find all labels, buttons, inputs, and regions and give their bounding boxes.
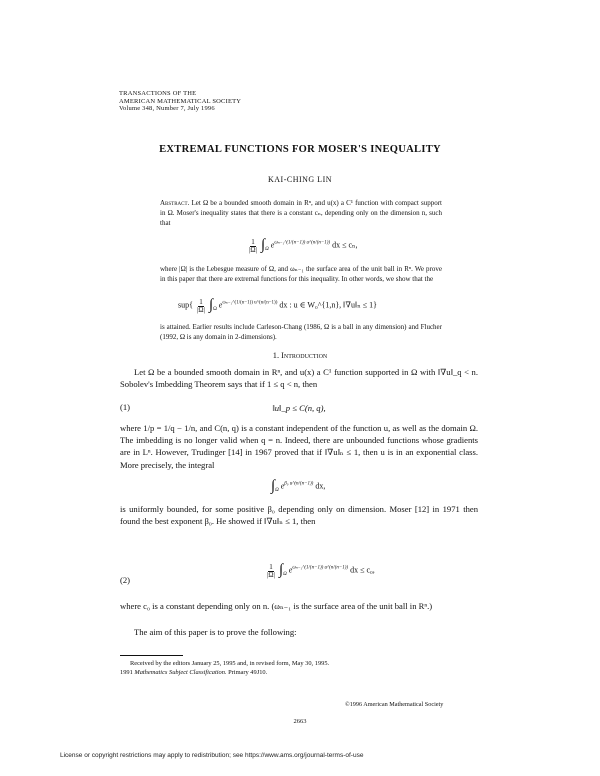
abstract-label: Abstract. (160, 199, 190, 207)
journal-header (119, 90, 241, 113)
abstract-eq2-tail: dx : u ∈ W₀^{1,n}, ‖∇u‖ₙ ≤ 1} (279, 300, 377, 310)
footnote-msc (120, 669, 480, 678)
msc-label: Mathematics Subject Classification. (134, 669, 227, 676)
author-name: KAI-CHING LIN (267, 175, 333, 184)
msc-year: 1991 (120, 669, 133, 676)
journal-name-line1: TRANSACTIONS OF THE (119, 90, 197, 97)
journal-name-line2: AMERICAN MATHEMATICAL SOCIETY (119, 97, 242, 105)
abstract-text-3: is attained. Earlier results include Carleson-Chang (1986, Ω is a ball in any dimension) and Flucher (1992, Ω is any domain in 2-dimensions). (160, 323, 442, 342)
body-paragraph-4: where c₀ is a constant depending only on n. (ωₙ₋₁ is the surface area of the unit ball in Rⁿ.) (120, 601, 433, 611)
abstract-equation-1: 1 |Ω| $\int_\Omega$ $e^{\omega_{n-1}\^{}(1/(n-1)) u\^{}(n/(n-1))}$ dx ≤ cₙ, (249, 237, 358, 254)
section-title: Introduction (281, 351, 328, 360)
body-paragraph-2: where 1/p = 1/q − 1/n, and C(n, q) is a constant independent of the function u, as well as the domain Ω. The imbedding is no longer valid when q = n. Indeed, there are unbounded functions whose gradients are in Lⁿ. However, Trudinger [14] in 1967 proved that if ‖∇u‖ₙ ≤ 1, then u is in an exponential class. More precisely, the integral (120, 423, 478, 470)
abstract-eq1-tail: dx ≤ cₙ, (332, 240, 358, 250)
equation-1: ‖u‖_p ≤ C(n, q), (272, 403, 326, 413)
trudinger-integral: $\int_\Omega$ $e^{\beta_0 u\^{}(n/(n-1))}$ dx, (271, 478, 326, 494)
msc-value: Primary 49J10. (228, 669, 268, 676)
body-paragraph-1: Let Ω be a bounded smooth domain in Rⁿ, and u(x) a C¹ function supported in Ω with ‖∇u‖_q < n. Sobolev's Imbedding Theorem says that if 1 ≤ q < n, then (120, 367, 478, 390)
abstract-equation-2: sup{ 1 |Ω| $\int_\Omega$ $e^{\omega_{n-1}\^{}(1/(n-1)) u\^{}(n/(n-1))}$ dx : u ∈ W₀^{1,n}, ‖∇u‖ₙ ≤ 1} (178, 297, 377, 314)
trudinger-integral-tail: dx, (315, 481, 326, 491)
abstract-eq2-head: sup{ (178, 300, 193, 310)
footnote-received: Received by the editors January 25, 1995 and, in revised form, May 30, 1995. (130, 660, 330, 667)
equation-2-tail: dx ≤ c₀, (350, 565, 375, 575)
page-number: 2663 (293, 718, 307, 725)
body-paragraph-3: is uniformly bounded, for some positive β₀ depending only on dimension. Moser [12] in 1971 then found the best exponent β₀. He showed if ‖∇u‖ₙ ≤ 1, then (120, 504, 478, 527)
equation-2-label: (2) (120, 575, 131, 585)
section-number: 1. (272, 351, 280, 360)
volume-info: Volume 348, Number 7, July 1996 (119, 105, 215, 113)
paper-title: EXTREMAL FUNCTIONS FOR MOSER'S INEQUALITY (159, 144, 441, 155)
equation-1-label: (1) (120, 402, 131, 412)
abstract-text-1: Let Ω be a bounded smooth domain in Rⁿ, and u(x) a C¹ function with compact support in Ω. Moser's inequality states that there is a constant cₙ, depending only on the dimension n, such that (160, 199, 443, 228)
abstract-text-2: where |Ω| is the Lebesgue measure of Ω, and ωₙ₋₁ the surface area of the unit ball in Rⁿ. We prove in this paper that there are extremal functions for this inequality. In other words, we show that the (160, 265, 442, 284)
section-heading (0, 351, 600, 360)
body-paragraph-5: The aim of this paper is to prove the following: (134, 627, 297, 637)
license-notice: License or copyright restrictions may apply to redistribution; see https://www.ams.org/journal-terms-of-use (60, 752, 364, 759)
abstract-paragraph-1 (160, 198, 442, 229)
copyright-notice: ©1996 American Mathematical Society (345, 701, 444, 708)
footnote-rule (120, 655, 183, 656)
equation-2: 1 |Ω| $\int_\Omega$ $e^{\omega_{n-1}\^{}(1/(n-1)) u\^{}(n/(n-1))}$ dx ≤ c₀, (267, 562, 375, 579)
